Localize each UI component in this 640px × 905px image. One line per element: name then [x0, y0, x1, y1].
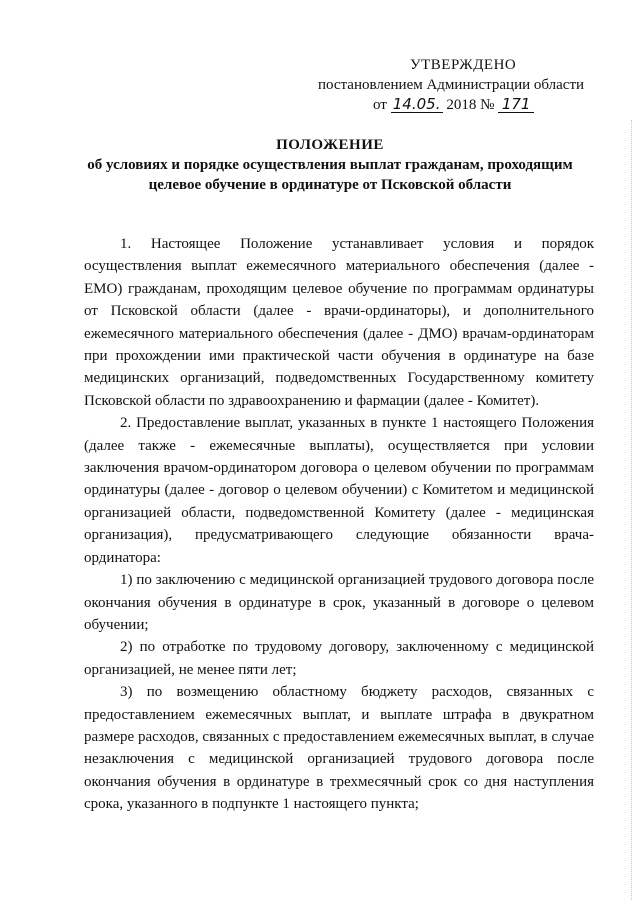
approval-authority: постановлением Администрации области [318, 77, 585, 93]
document-body [84, 233, 594, 816]
document-title: ПОЛОЖЕНИЕ [276, 137, 384, 153]
paragraph-2-item-1: 1) по заключению с медицинской организацией трудового договора после окончания обучения в ординатуре в срок, указанный в договоре о целевом обучении; [84, 572, 594, 633]
document-subtitle: об условиях и порядке осуществления выплат гражданам, проходящим целевое обучение в ординатуре от Псковской области [87, 157, 573, 193]
paragraph-1: 1. Настоящее Положение устанавливает условия и порядок осуществления выплат ежемесячного материального обеспечения (далее - ЕМО) гражданам, проходящим целевое обучение по программам ординатуры от Псковской области (далее - врачи-ординаторы), и дополнительного ежемесячного материального обеспечения (далее - ДМО) врачам-ординаторам при прохождении ими практической части обучения в ординатуре на базе медицинских организаций, подведомственных Государственному комитету Псковской области по здравоохранению и фармации (далее - Комитет). [84, 236, 594, 409]
approval-title: УТВЕРЖДЕНО [410, 57, 517, 73]
approval-year-number-label: 2018 № [446, 97, 495, 113]
handwritten-number: 171 [498, 96, 534, 113]
scan-edge-mark [631, 120, 633, 900]
approval-date-line [373, 95, 588, 115]
paragraph-2: 2. Предоставление выплат, указанных в пункте 1 настоящего Положения (далее также - ежемесячные выплаты), осуществляется при условии заключения врачом-ординатором договора о целевом обучении по программам ординатуры (далее - договор о целевом обучении) с Комитетом и медицинской организацией области, подведомственной Комитету (далее - медицинская организация), предусматривающего следующие обязанности врача-ординатора: [84, 415, 594, 566]
document-heading [60, 135, 600, 195]
paragraph-2-item-2: 2) по отработке по трудовому договору, заключенному с медицинской организацией, не менее пяти лет; [84, 639, 594, 678]
handwritten-date: 14.05. [391, 96, 443, 113]
paragraph-2-item-3: 3) по возмещению областному бюджету расходов, связанных с предоставлением ежемесячных выплат, и выплате штрафа в двукратном размере расходов, связанных с предоставлением ежемесячных выплат, в случае незаключения с медицинской организацией трудового договора после окончания обучения в ординатуре в трехмесячный срок со дня наступления срока, указанного в подпункте 1 настоящего пункта; [84, 684, 594, 813]
approval-stamp-block [318, 55, 588, 115]
approval-date-prefix: от [373, 97, 387, 113]
